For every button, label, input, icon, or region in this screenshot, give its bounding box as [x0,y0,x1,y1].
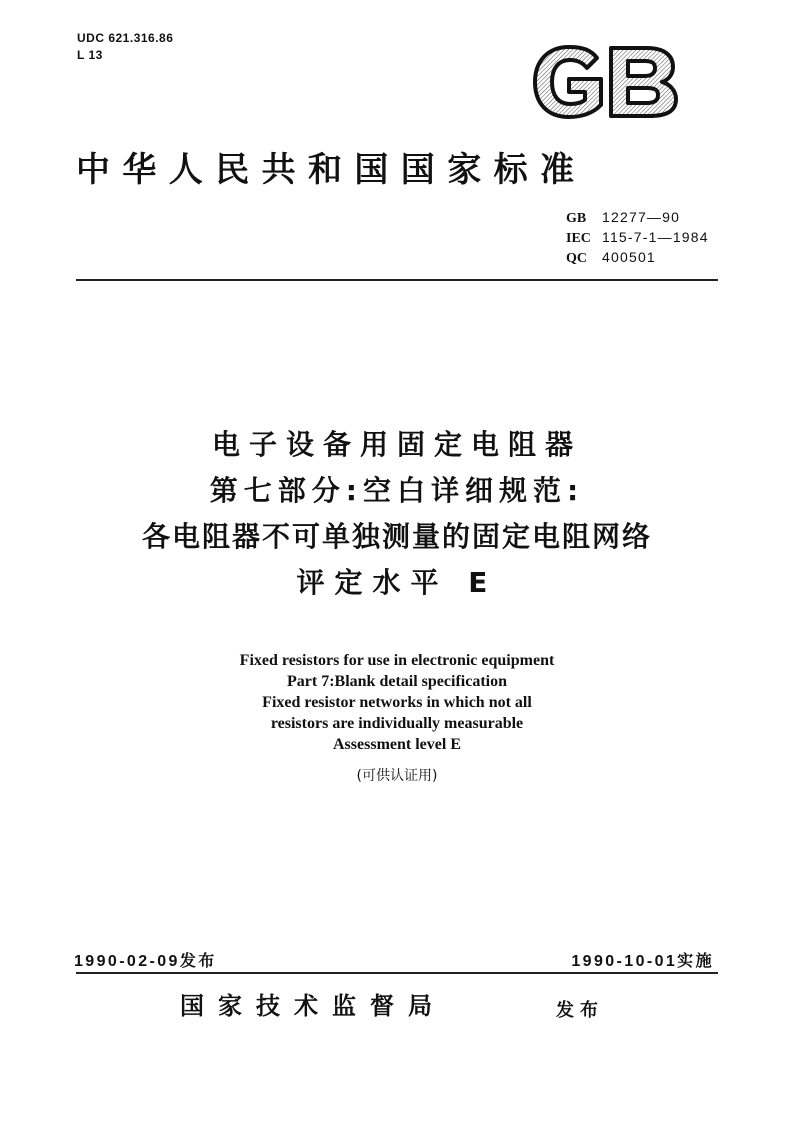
iec-number-row [566,228,709,248]
chinese-title-line-1: 电子设备用固定电阻器 [211,428,582,461]
std-value: 115-7-1—1984 [602,229,709,245]
implementation-date: 1990-10-01实施 [571,953,714,970]
std-key: GB [566,211,587,226]
udc-code: UDC 621.316.86 [77,31,174,45]
english-title-line-5: Assessment level E [333,736,461,753]
publish-label: 发布 [556,1000,604,1021]
gb-logo [527,44,681,120]
country-standard-title: 中华人民共和国国家标准 [76,150,587,190]
qc-number-row [566,248,709,268]
english-title-line-4: resistors are individually measurable [270,715,524,732]
certification-note: (可供认证用) [356,768,438,784]
chinese-title [60,422,734,606]
english-title [60,650,734,755]
bottom-divider [76,972,718,974]
chinese-title-line-4: 评定水平 E [296,566,498,599]
english-title-line-3: Fixed resistor networks in which not all [262,694,532,711]
std-value: 12277—90 [602,209,681,225]
std-key: QC [566,251,587,266]
class-code: L 13 [77,48,103,62]
std-key: IEC [566,231,591,246]
std-value: 400501 [602,249,656,265]
issue-date: 1990-02-09发布 [74,953,217,970]
english-title-line-2: Part 7:Blank detail specification [287,673,507,690]
top-divider [76,279,718,281]
gb-number-row [566,208,709,228]
standard-numbers [566,208,709,268]
publisher-name: 国家技术监督局 [180,991,446,1020]
chinese-title-line-3: 各电阻器不可单独测量的固定电阻网络 [141,520,652,553]
udc-block [77,30,173,64]
english-title-line-1: Fixed resistors for use in electronic equipment [239,652,555,669]
chinese-title-line-2: 第七部分:空白详细规范: [209,474,585,507]
